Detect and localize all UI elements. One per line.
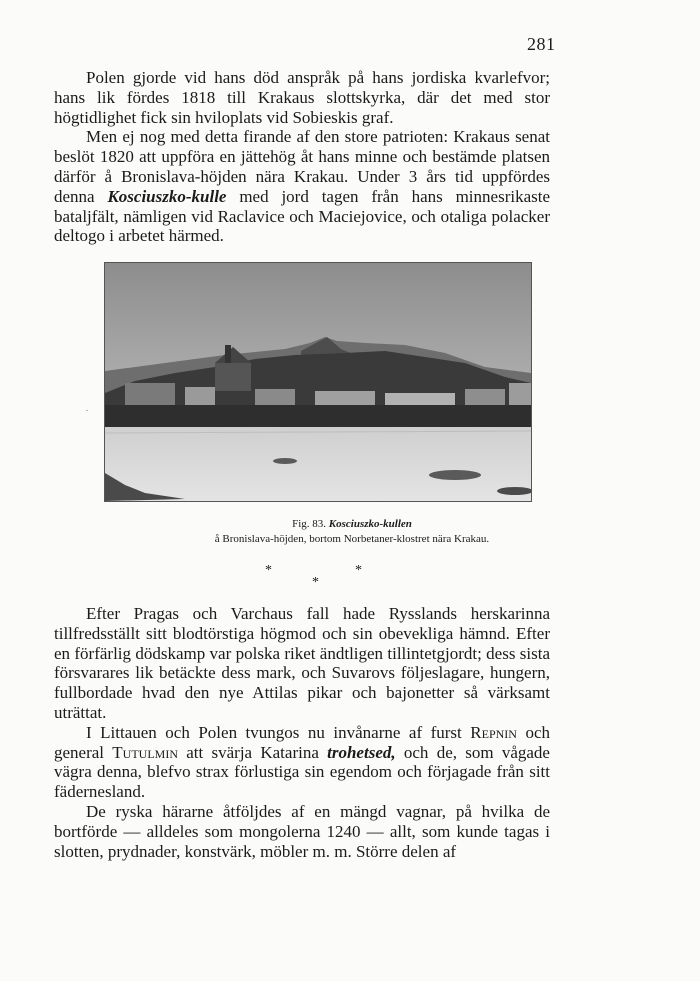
paragraph: De ryska härarne åtföljdes af en mängd vagnar, på hvilka de bortförde — alldeles som mongolerna 1240 — allt, som kunde tagas i slotten, prydnader, konstvärk, möbler m. m. Större delen af <box>54 801 550 861</box>
paragraph <box>54 127 550 246</box>
separator-star: * <box>265 563 272 578</box>
paragraph: Polen gjorde vid hans död anspråk på hans jordiska kvarlefvor; hans lik fördes 1818 till Krakaus slottskyrka, där det med stor högtidlighet fick sin hviloplats vid Sobieskis graf. <box>54 68 550 127</box>
figure-label: Fig. 83. <box>292 518 327 530</box>
emphasis-kulle: Kosciuszko-kulle <box>107 186 227 206</box>
figure-subtitle: å Bronislava-höjden, bortom Norbetaner-klostret nära Krakau. <box>214 533 490 545</box>
caption-title-line <box>54 517 650 532</box>
page-number: 281 <box>527 34 556 54</box>
text-run: och de, som vågade vägra denna, blefvo strax förlustiga sin egendom och förjagade från sitt fädernesland. <box>54 742 550 802</box>
text-run: med jord tagen från hans minnesrikaste bataljfält, nämligen vid Raclavice och Maciejovice, och otaliga polacker deltogo i arbetet härmed. <box>54 186 551 246</box>
figure-title: Kosciuszko-kullen <box>328 518 412 530</box>
figure-photo <box>104 262 532 502</box>
emphasis-trohetsed: trohetsed, <box>327 742 396 762</box>
top-text <box>54 68 550 246</box>
bottom-text <box>54 604 550 861</box>
name-repnin: Repnin <box>470 722 517 742</box>
section-separator <box>0 563 700 593</box>
separator-star: * <box>312 575 319 590</box>
text-run: I Littauen och Polen tvungos nu invånarne af furst <box>86 722 471 742</box>
margin-dot: . <box>86 404 88 413</box>
text-run: Men ej nog med detta firande af den store patrioten: Krakaus senat beslöt 1820 att uppföra en jättehög åt hans minne och bestämde platsen därför å Bronislava-höjden nära Krakau. Under 3 års tid uppfördes denna <box>54 127 550 206</box>
paragraph: Efter Pragas och Varchaus fall hade Rysslands herskarinna tillfredsställt sitt blodtörstiga högmod och sin obevekliga hämnd. Efter en förfärlig dödskamp var polska riket ändtligen tillintetgjordt; dess sista försvarares lik betäckte dess mark, och Suvarovs följeslagare, hungern, fullbordade hvad den nye Attilas pikar och bajonetter så värksamt uträttat. <box>54 604 550 722</box>
figure-caption <box>54 517 650 547</box>
paragraph <box>54 723 550 802</box>
name-tutulmin: Tutulmin <box>112 742 178 762</box>
text-run: att svärja Katarina <box>178 742 328 762</box>
separator-star: * <box>355 563 362 578</box>
text-run: och general <box>54 722 550 762</box>
landscape-illustration <box>105 263 531 501</box>
